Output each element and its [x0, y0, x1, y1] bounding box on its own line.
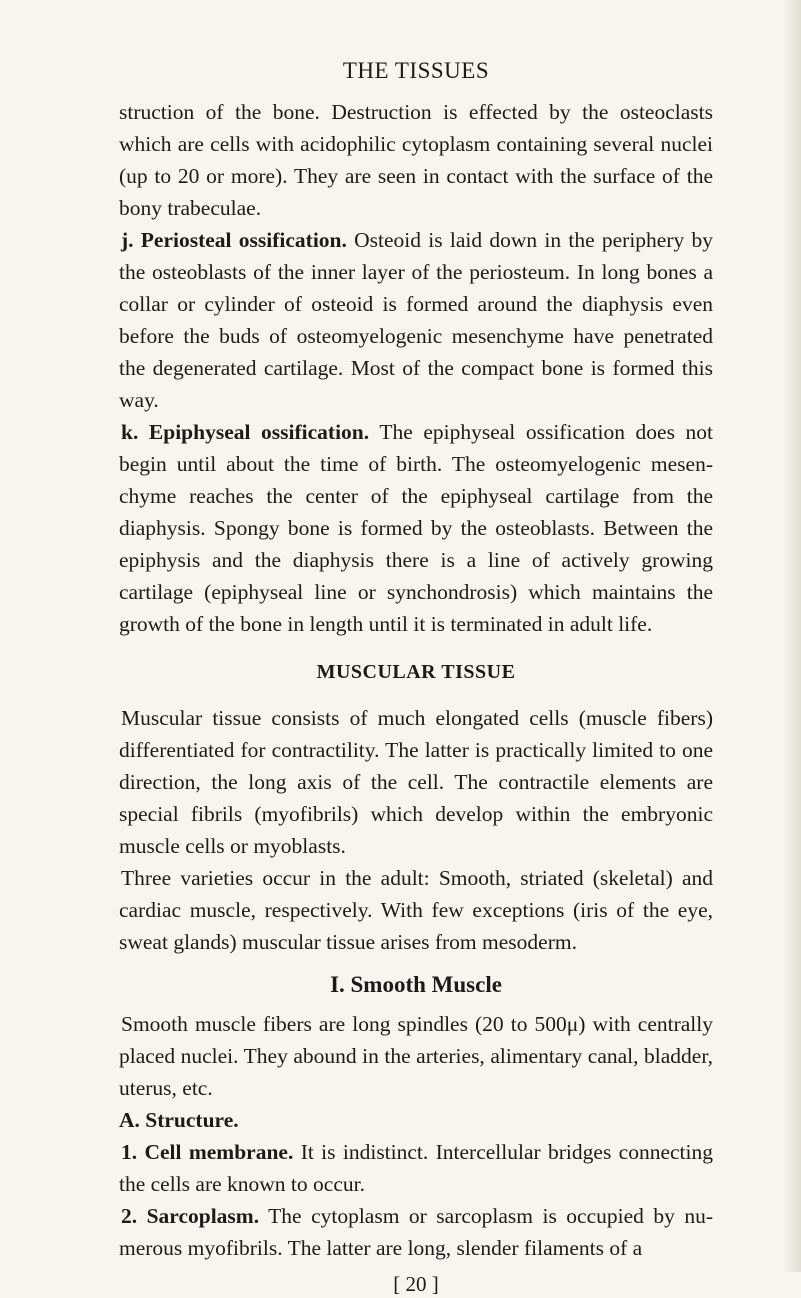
book-page — [119, 58, 713, 1298]
section-heading-muscular-tissue: MUSCULAR TISSUE — [316, 661, 516, 683]
paragraph-osteoclasts: struction of the bone. Destruction is effected by the osteoclasts which are cells with acidophilic cytoplasm containing several nuclei (up to 20 or more). They are seen in contact with the surface of the bony trabeculae. — [119, 100, 713, 220]
page-edge-shadow — [783, 0, 801, 1272]
structure-heading: A. Structure. — [119, 1108, 239, 1132]
paragraph-epiphyseal-ossification — [119, 416, 713, 640]
cell-membrane-text: It is indistinct. Intercellular bridges connecting the cells are known to occur. — [119, 1140, 713, 1196]
paragraph-cell-membrane — [119, 1136, 713, 1200]
paragraph-periosteal-ossification — [119, 224, 713, 416]
paragraph-structure — [119, 1104, 713, 1136]
paragraph-sarcoplasm — [119, 1200, 713, 1264]
periosteal-ossification-text: Osteoid is laid down in the periphery by the osteoblasts of the inner layer of the periosteum. In long bones a collar or cylinder of osteoid is formed around the diaphysis even before the buds of osteomyelogenic mesenchyme have penetrated the degenerated cartilage. Most of the compact bone is formed this way. — [119, 228, 713, 412]
cell-membrane-heading: 1. Cell membrane. — [121, 1140, 294, 1164]
periosteal-ossification-heading: j. Periosteal ossification. — [121, 228, 347, 252]
sarcoplasm-heading: 2. Sarcoplasm. — [121, 1204, 260, 1228]
epiphyseal-ossification-text: The epiphyseal ossification does not begin until about the time of birth. The osteomyelogenic mesenchyme reaches the center of the epiphyseal cartilage from the diaphysis. Spongy bone is formed by the osteoblasts. Between the epiphysis and the diaphysis there is a line of actively growing cartilage (epiphyseal line or synchondrosis) which maintains the growth of the bone in length until it is terminated in adult life. — [119, 420, 713, 636]
paragraph-muscular-tissue-intro: Muscular tissue consists of much elongated cells (muscle fibers) differentiated for contractility. The latter is practically limited to one direction, the long axis of the cell. The contractile elements are special fibrils (myofibrils) which develop within the embryonic muscle cells or myoblasts. — [119, 706, 713, 858]
subsection-heading-smooth-muscle: I. Smooth Muscle — [330, 972, 502, 997]
paragraph-smooth-muscle-fibers: Smooth muscle fibers are long spindles (20 to 500μ) with centrally placed nuclei. They abound in the arteries, alimentary canal, bladder, uterus, etc. — [119, 1012, 713, 1100]
running-head: THE TISSUES — [342, 58, 490, 83]
paragraph-muscle-varieties: Three varieties occur in the adult: Smooth, striated (skeletal) and cardiac muscle, respectively. With few exceptions (iris of the eye, sweat glands) muscular tissue arises from mesoderm. — [119, 866, 713, 954]
sarcoplasm-text: The cytoplasm or sarcoplasm is occupied by numerous myofibrils. The latter are long, slender filaments of a — [119, 1204, 713, 1260]
epiphyseal-ossification-heading: k. Epiphyseal ossification. — [121, 420, 370, 444]
page-number: [ 20 ] — [393, 1272, 439, 1296]
